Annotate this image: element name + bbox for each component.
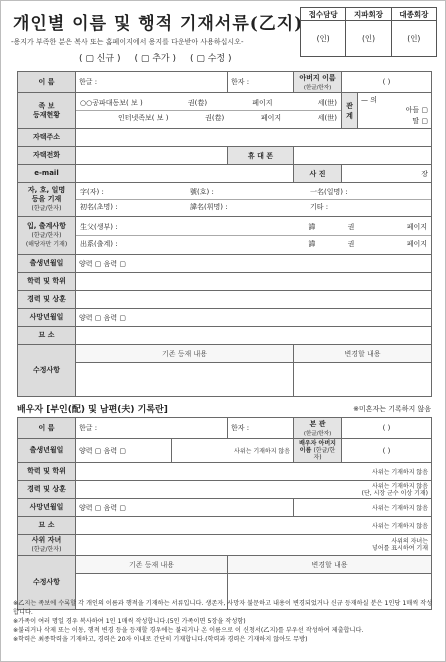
name-hangul-field[interactable]: 한글 : <box>76 72 228 93</box>
alias-field[interactable]: 諱名(휘명) : <box>190 203 228 211</box>
spouse-death-label: 사망년월일 <box>18 499 76 517</box>
spouse-father-field[interactable]: ( ) <box>342 439 432 463</box>
spouse-education-field[interactable]: 사위는 기재하지 않음 <box>76 463 432 481</box>
revision-new-field[interactable] <box>294 363 432 397</box>
revision-label: 수정사항 <box>18 345 76 397</box>
approval-receiver: 접수담당 <box>301 8 346 21</box>
photo-label: 사 진 <box>294 165 342 183</box>
spouse-birthday-label: 출생년월일 <box>18 439 76 463</box>
type-edit-option[interactable]: ( ▢ 수정 ) <box>190 54 232 64</box>
death-date-field[interactable]: 양력 ▢ 음력 ▢ <box>76 309 432 327</box>
spouse-education-label: 학력 및 학위 <box>18 463 76 481</box>
revision-new-header: 변경할 내용 <box>294 345 432 363</box>
footnote: ※불리거나 삭제 또는 이동, 행적 변경 등을 등재할 경우에는 불리거나 온 이름으로 이 신청서(乙지)를 부우선 작성하여 제출합니다. <box>13 627 364 634</box>
father-name-field[interactable]: ( ) <box>342 72 432 93</box>
name-hanja-field[interactable]: 한자 : <box>228 72 294 93</box>
type-new-option[interactable]: ( ▢ 신규 ) <box>79 54 121 64</box>
spouse-grave-label: 묘 소 <box>18 517 76 535</box>
grave-field[interactable] <box>76 327 432 345</box>
spouse-hanja-field[interactable]: 한자 : <box>228 418 294 439</box>
address-label: 자택주소 <box>18 129 76 147</box>
form-subtitle: -용지가 부족한 분은 복사 또는 홈페이지에서 용지를 다운받아 사용하십시오- <box>11 38 244 46</box>
spouse-birthday-note: 사위는 기재하지 않음 <box>172 439 294 463</box>
home-phone-label: 자택전화 <box>18 147 76 165</box>
alias-field[interactable]: 初名(초명) : <box>80 203 118 211</box>
relation-label: 관계 <box>342 93 358 129</box>
birthday-field[interactable]: 양력 ▢ 음력 ▢ <box>76 255 432 273</box>
adoption-row[interactable]: 出系(출계) : 諱 권 페이지 <box>80 240 428 248</box>
spouse-death-note: 사위는 기재하지 않음 <box>294 499 432 517</box>
lineage-label: 족 보 등재현황 <box>18 93 76 129</box>
mobile-label: 휴 대 폰 <box>228 147 294 165</box>
spouse-section-title: 배우자 [부인(配) 및 남편(夫) 기록란] <box>17 405 168 415</box>
footnote: ※가족이 여러 명일 경우 복사하여 1인 1매씩 작성합니다.(5인 가족이면 5장을 작성함) <box>13 618 246 625</box>
spouse-name-label: 이 름 <box>18 418 76 439</box>
home-phone-field[interactable] <box>76 147 228 165</box>
spouse-form-table <box>17 417 432 610</box>
alias-label: 자, 호, 일명 등을 기재 (한글/한자) <box>18 183 76 217</box>
alias-field[interactable]: 號(호) : <box>190 188 214 196</box>
spouse-grave-field[interactable]: 사위는 기재하지 않음 <box>76 517 432 535</box>
adoption-fields <box>76 217 432 255</box>
career-field[interactable] <box>76 291 432 309</box>
type-add-option[interactable]: ( ▢ 추가 ) <box>134 54 176 64</box>
approval-branch-head: 지파회장 <box>346 8 391 21</box>
approval-seal[interactable]: (인) <box>346 21 391 57</box>
email-label: e-mail <box>18 165 76 183</box>
origin-field[interactable]: ( ) <box>342 418 432 439</box>
footnotes <box>13 599 437 644</box>
form-title: 개인별 이름 및 행적 기재서류(乙지) <box>13 14 304 34</box>
registration-type-options <box>79 51 232 64</box>
spouse-revision-old-header: 기존 등재 내용 <box>76 556 228 574</box>
approval-seal[interactable]: (인) <box>391 21 436 57</box>
alias-field[interactable]: 字(자) : <box>80 188 104 196</box>
approval-clan-head: 대종회장 <box>391 8 436 21</box>
death-date-label: 사망년월일 <box>18 309 76 327</box>
lineage-row[interactable]: 인터넷족보( 보 ) 권(卷) 페이지 세(世) <box>118 114 337 122</box>
revision-old-header: 기존 등재 내용 <box>76 345 294 363</box>
spouse-revision-new-header: 변경할 내용 <box>228 556 432 574</box>
person-form-table <box>17 71 432 397</box>
alias-field[interactable]: 一名(일명) : <box>310 188 348 196</box>
approval-table <box>300 7 437 57</box>
photo-count-field[interactable]: 장 <box>342 165 432 183</box>
son-in-law-children-field[interactable]: 사위의 자녀는 넣어를 표시하여 기재 <box>76 535 432 556</box>
spouse-death-field[interactable]: 양력 ▢ 음력 ▢ <box>76 499 294 517</box>
approval-seal[interactable]: (인) <box>301 21 346 57</box>
adoption-label: 입, 출계사항 (한글/한자) (해당자만 기재) <box>18 217 76 255</box>
son-in-law-children-label: 사위 자녀 (한글/한자) <box>18 535 76 556</box>
spouse-father-label: 배우자 아버지 이름 (한글/한자) <box>294 439 342 463</box>
name-label: 이 름 <box>18 72 76 93</box>
lineage-row[interactable]: ○○공파대동보( 보 ) 권(卷) 페이지 세(世) <box>76 96 341 111</box>
birthday-label: 출생년월일 <box>18 255 76 273</box>
spouse-career-field[interactable]: 사위는 기재하지 않음 (단, 시장 군수 이상 기재) <box>76 481 432 499</box>
alias-fields <box>76 183 432 217</box>
footnote: ※乙지는 족보에 수록할 각 개인의 이름과 행적을 기재하는 서류입니다. 생존자, 사망자 불문하고 내용이 변경되었거나 신규 등재하실 분은 1인당 1매씩 작성합니다. <box>13 600 433 616</box>
education-label: 학력 및 학위 <box>18 273 76 291</box>
spouse-birthday-field[interactable]: 양력 ▢ 음력 ▢ <box>76 439 172 463</box>
lineage-records <box>76 93 342 129</box>
email-field[interactable] <box>76 165 294 183</box>
alias-field[interactable]: 기타 : <box>310 203 329 211</box>
education-field[interactable] <box>76 273 432 291</box>
spouse-section-note: ※미혼자는 기록하지 않음 <box>353 405 431 413</box>
father-name-label: 아버지 이름 (한글/한자) <box>294 72 342 93</box>
origin-label: 본 관 (한글/한자) <box>294 418 342 439</box>
career-label: 경력 및 상훈 <box>18 291 76 309</box>
spouse-career-label: 경력 및 상훈 <box>18 481 76 499</box>
grave-label: 묘 소 <box>18 327 76 345</box>
adoption-row[interactable]: 生父(생부) : 諱 권 페이지 <box>76 219 431 236</box>
spouse-hangul-field[interactable]: 한글 : <box>76 418 228 439</box>
revision-old-field[interactable] <box>76 363 294 397</box>
spouse-revision-label: 수정사항 <box>18 556 76 610</box>
mobile-field[interactable] <box>294 147 432 165</box>
footnote: ※학력은 최종학력을 기재하고, 경력은 20자 이내로 간단히 기재합니다.(학력과 경력은 기재하지 않아도 무방) <box>13 636 308 643</box>
address-field[interactable] <box>76 129 432 147</box>
relation-field[interactable]: — 의 아들 ▢ 딸 ▢ <box>358 93 432 129</box>
